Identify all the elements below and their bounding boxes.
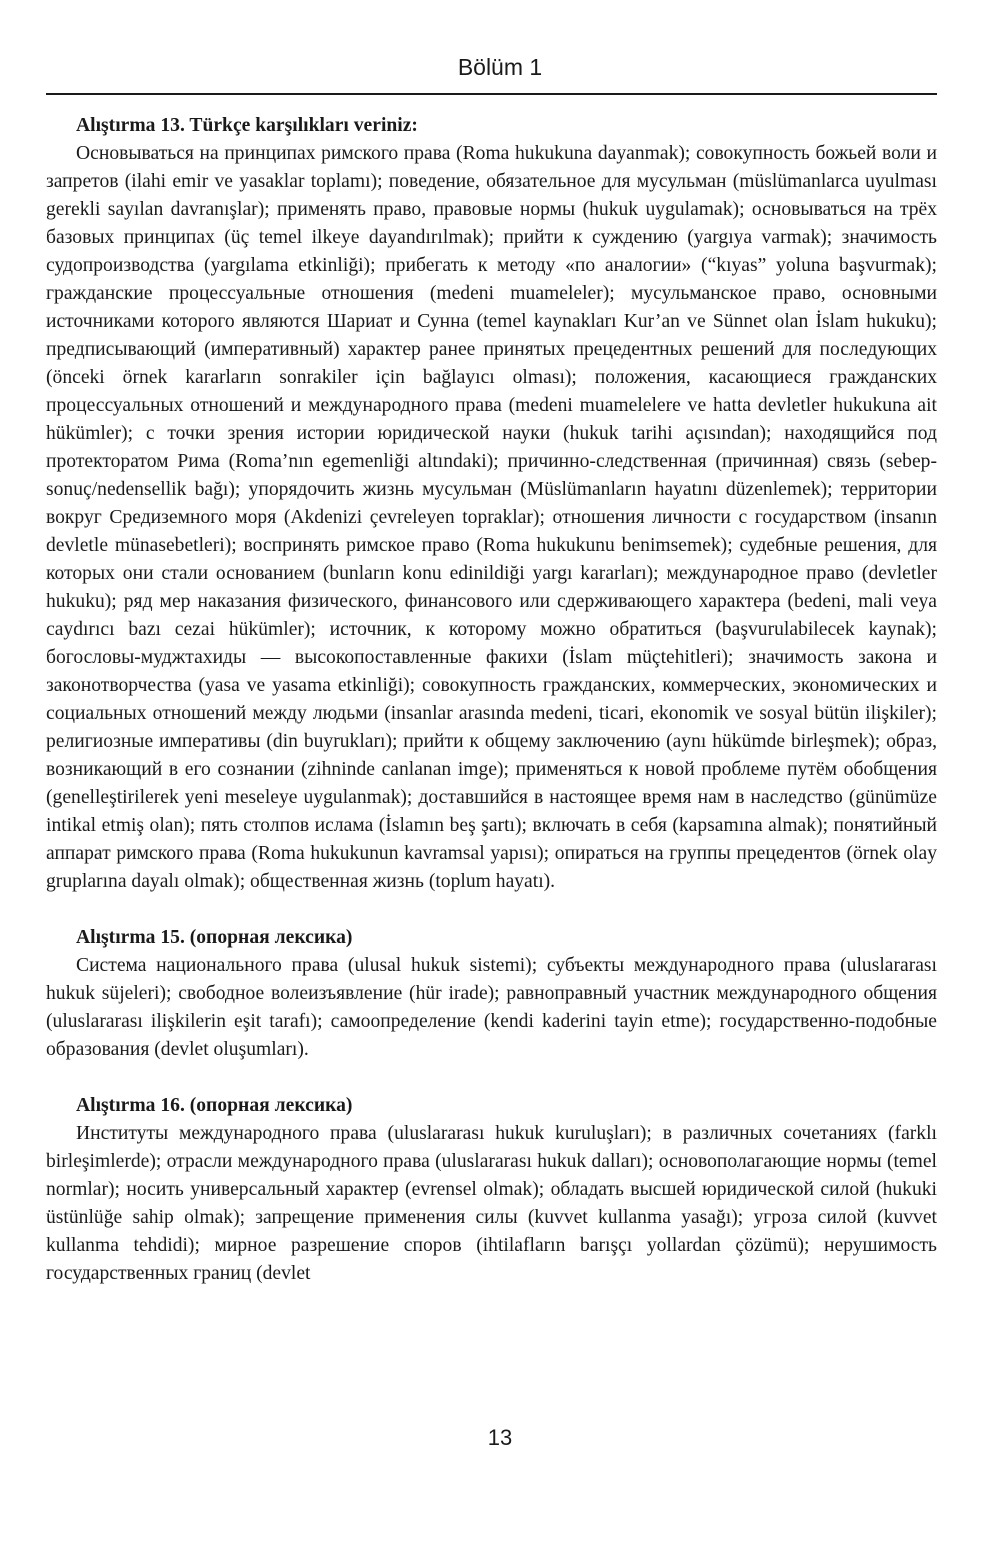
page-body: [46, 112, 937, 1288]
exercise-13-text: Основываться на принципах римского права (Roma hukukuna dayanmak); совокупность божьей воли и запретов (ilahi emir ve yasaklar toplamı); поведение, обязательное для мусульман (müslümanlarca uyulması gerekli sayılan davranışlar); применять право, правовые нормы (hukuk uygulamak); основываться на трёх базовых принципах (üç temel ilkeye dayandırılmak); прийти к суждению (yargıya varmak); значимость судопроизводства (yargılama etkinliği); прибегать к методу «по аналогии» (“kıyas” yoluna başvurmak); гражданские процессуальные отношения (medeni muameleler); мусульманское право, основными источниками которого являются Шариат и Сунна (temel kaynakları Kur’an ve Sünnet olan İslam hukuku); предписывающий (императивный) характер ранее принятых прецедентных решений для последующих (önceki örnek kararların sonrakiler için bağlayıcı olması); положения, касающиеся гражданских процессуальных отношений и международного права (medeni muamelelere ve hatta devletler hukukuna ait hükümler); с точки зрения истории юридической науки (hukuk tarihi açısından); находящийся под протекторатом Рима (Roma’nın egemenliği altındaki); причинно-следственная (причинная) связь (sebep-sonuç/nedensellik bağı); упорядочить жизнь мусульман (Müslümanların hayatını düzenlemek); территории вокруг Средиземного моря (Akdenizi çevreleyen topraklar); отношения личности с государством (insanın devletle münasebetleri); воспринять римское право (Roma hukukunu benimsemek); судебные решения, для которых они стали основанием (bunların konu edinildiği yargı kararları); международное право (devletler hukuku); ряд мер наказания физического, финансового или сдерживающего характера (bedeni, mali veya caydırıcı bazı cezai hükümler); источник, к которому можно обратиться (başvurulabilecek kaynak); богословы-муджтахиды — высокопоставленные факихи (İslam müçtehitleri); значимость закона и законотворчества (yasa ve yasama etkinliği); совокупность гражданских, коммерческих, экономических и социальных отношений между людьми (insanlar arasında medeni, ticari, ekonomik ve sosyal bütün ilişkiler); религиозные императивы (din buyrukları); прийти к общему заключению (aynı hükümde birleşmek); образ, возникающий в его сознании (zihninde canlanan imge); применяться к новой проблеме путём обобщения (genelleştirilerek yeni meseleye uygulanmak); доставшийся в настоящее время нам в наследство (günümüze intikal etmiş olan); пять столпов ислама (İslamın beş şartı); включать в себя (kapsamına almak); понятийный аппарат римского права (Roma hukukunun kavramsal yapısı); опираться на группы прецедентов (örnek olay gruplarına dayalı olmak); общественная жизнь (toplum hayatı).: [46, 143, 937, 892]
exercise-15: [46, 924, 937, 1064]
exercise-15-heading: Alıştırma 15. (опорная лексика): [76, 927, 353, 948]
page-number: 13: [487, 1425, 513, 1450]
exercise-16: [46, 1092, 937, 1288]
exercise-16-text: Институты международного права (uluslararası hukuk kuruluşları); в различных сочетаниях (farklı birleşimlerde); отрасли международного права (uluslararası hukuk dalları); основополагающие нормы (temel normlar); носить универсальный характер (evrensel olmak); обладать высшей юридической силой (hukuki üstünlüğe sahip olmak); запрещение применения силы (kuvvet kullanma yasağı); угроза силой (kuvvet kullanma tehdidi); мирное разрешение споров (ihtilafların barışçı yollardan çözümü); нерушимость государственных границ (devlet: [46, 1123, 937, 1284]
header-rule: [46, 93, 937, 95]
exercise-13-heading: Alıştırma 13. Türkçe karşılıkları veriniz:: [76, 115, 418, 136]
exercise-15-text: Система национального права (ulusal hukuk sistemi); субъекты международного права (uluslararası hukuk süjeleri); свободное волеизъявление (hür irade); равноправный участник международного общения (uluslararası ilişkilerin eşit tarafı); самоопределение (kendi kaderini tayin etme); государственно-подобные образования (devlet oluşumları).: [46, 955, 937, 1060]
running-head: Bölüm 1: [457, 54, 543, 80]
exercise-13: [46, 112, 937, 896]
exercise-16-heading: Alıştırma 16. (опорная лексика): [76, 1095, 353, 1116]
